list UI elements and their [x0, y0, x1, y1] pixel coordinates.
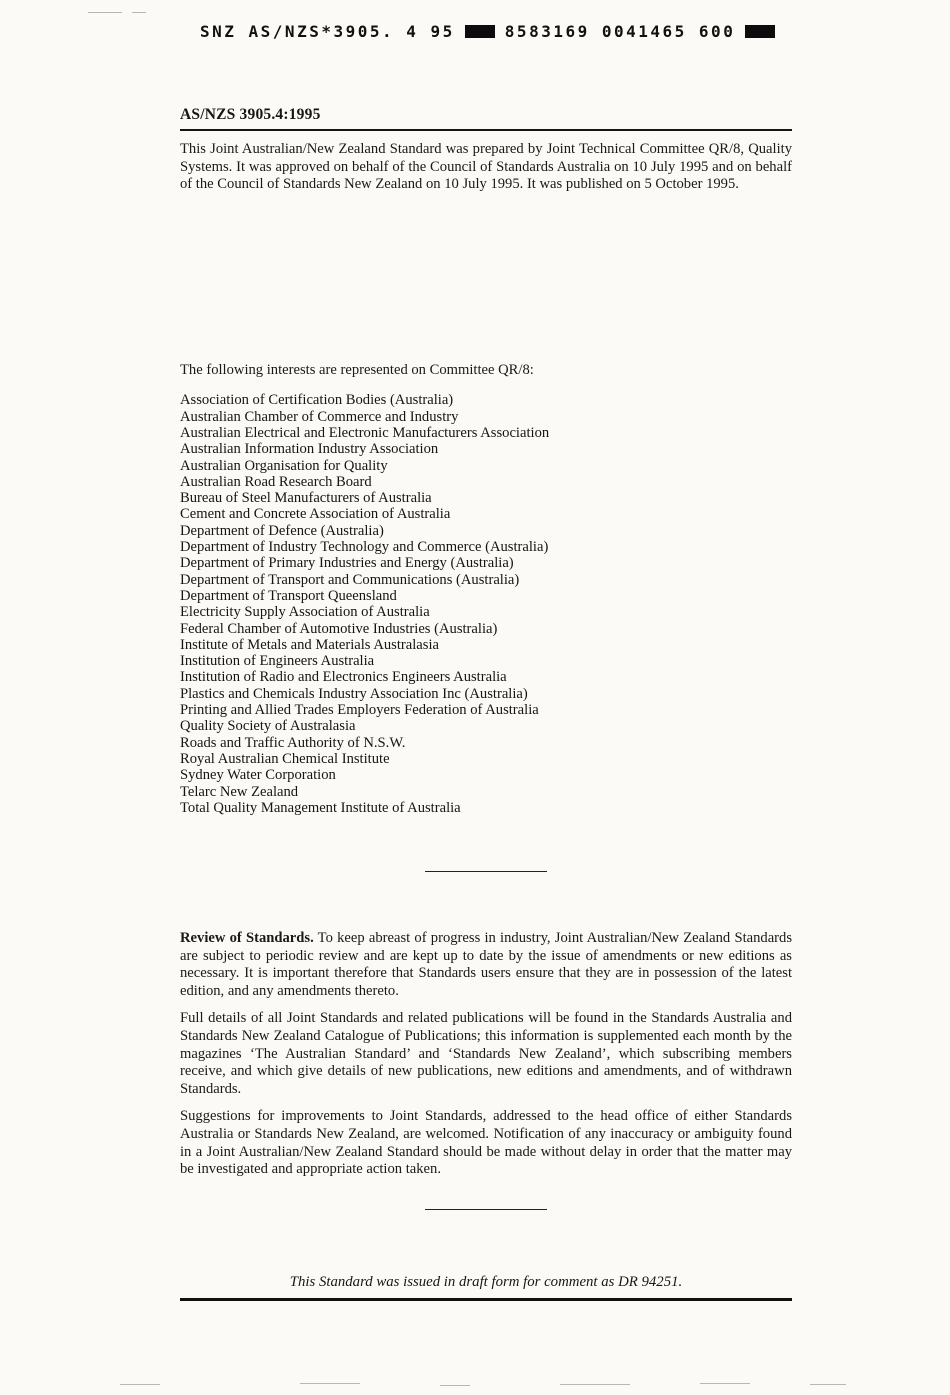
list-item: Printing and Allied Trades Employers Federation of Australia — [180, 702, 539, 719]
list-item: Plastics and Chemicals Industry Association Inc (Australia) — [180, 685, 528, 702]
list-item: Quality Society of Australasia — [180, 718, 356, 735]
committee-intro: The following interests are represented on Committee QR/8: — [180, 361, 534, 378]
list-item: Institute of Metals and Materials Australasia — [180, 636, 439, 653]
section-divider — [425, 871, 547, 872]
list-item: Australian Chamber of Commerce and Industry — [180, 408, 459, 425]
list-item: Department of Transport Queensland — [180, 587, 397, 604]
list-item: Department of Transport and Communications (Australia) — [180, 571, 520, 588]
review-of-standards-paragraph — [180, 930, 792, 1000]
list-item: Australian Electrical and Electronic Manufacturers Association — [180, 424, 550, 441]
list-item: Institution of Radio and Electronics Engineers Australia — [180, 669, 507, 686]
review-body: To keep abreast of progress in industry, Joint Australian/New Zealand Standards are subject to periodic review and are kept up to date by the issue of amendments or new editions as necessary. It is important therefore that Standards users ensure that they are in possession of the latest edition, and any amendments thereto. — [180, 930, 793, 999]
page-bottom-rule — [180, 1298, 792, 1301]
scan-header-left-code: SNZ AS/NZS*3905. 4 95 — [200, 22, 455, 41]
committee-member-list — [180, 392, 792, 816]
list-item: Roads and Traffic Authority of N.S.W. — [180, 734, 406, 751]
list-item: Total Quality Management Institute of Australia — [180, 799, 461, 816]
catalogue-paragraph: Full details of all Joint Standards and related publications will be found in the Standards Australia and Standards New Zealand Catalogue of Publications; this information is supplemented each month by the magazines ‘The Australian Standard’ and ‘Standards New Zealand’, which subscribing members receive, and which give details of new publications, new editions and amendments, and of withdrawn Standards. — [180, 1010, 792, 1097]
list-item: Department of Primary Industries and Energy (Australia) — [180, 555, 514, 572]
list-item: Australian Road Research Board — [180, 473, 372, 490]
scan-artifact — [560, 1384, 630, 1385]
scan-artifact — [440, 1385, 470, 1386]
list-item: Department of Defence (Australia) — [180, 522, 384, 539]
scan-artifact — [120, 1384, 160, 1385]
list-item: Electricity Supply Association of Australia — [180, 604, 430, 621]
list-item: Australian Information Industry Association — [180, 441, 439, 458]
document-title: AS/NZS 3905.4:1995 — [180, 106, 792, 131]
scan-artifact — [300, 1383, 360, 1384]
list-item: Australian Organisation for Quality — [180, 457, 388, 474]
list-item: Institution of Engineers Australia — [180, 653, 375, 670]
list-item: Royal Australian Chemical Institute — [180, 750, 390, 767]
scan-artifact — [700, 1383, 750, 1384]
draft-comment-note: This Standard was issued in draft form for comment as DR 94251. — [289, 1273, 683, 1290]
section-divider — [425, 1209, 547, 1210]
scan-artifact — [810, 1384, 846, 1385]
intro-paragraph: This Joint Australian/New Zealand Standard was prepared by Joint Technical Committee QR/8, Quality Systems. It was approved on behalf of the Council of Standards Australia on 10 July 1995 and on behalf of the Council of Standards New Zealand on 10 July 1995. It was published on 5 October 1995. — [180, 141, 792, 193]
list-item: Cement and Concrete Association of Australia — [180, 506, 451, 523]
list-item: Federal Chamber of Automotive Industries (Australia) — [180, 620, 498, 637]
scan-artifact — [132, 12, 146, 13]
scan-artifact — [88, 12, 122, 13]
scan-header-right-code: 8583169 0041465 600 — [504, 22, 736, 41]
list-item: Sydney Water Corporation — [180, 767, 336, 784]
list-item: Association of Certification Bodies (Australia) — [180, 392, 454, 409]
review-heading: Review of Standards. — [180, 930, 314, 947]
list-item: Department of Industry Technology and Commerce (Australia) — [180, 539, 549, 556]
document-content-column — [180, 0, 792, 1301]
list-item: Bureau of Steel Manufacturers of Australia — [180, 490, 432, 507]
list-item: Telarc New Zealand — [180, 783, 299, 800]
suggestions-paragraph: Suggestions for improvements to Joint Standards, addressed to the head office of either Standards Australia or Standards New Zealand, are welcomed. Notification of any inaccuracy or ambiguity found in a Joint Australian/New Zealand Standard should be made without delay in order that the matter may be investigated and appropriate action taken. — [180, 1108, 792, 1178]
